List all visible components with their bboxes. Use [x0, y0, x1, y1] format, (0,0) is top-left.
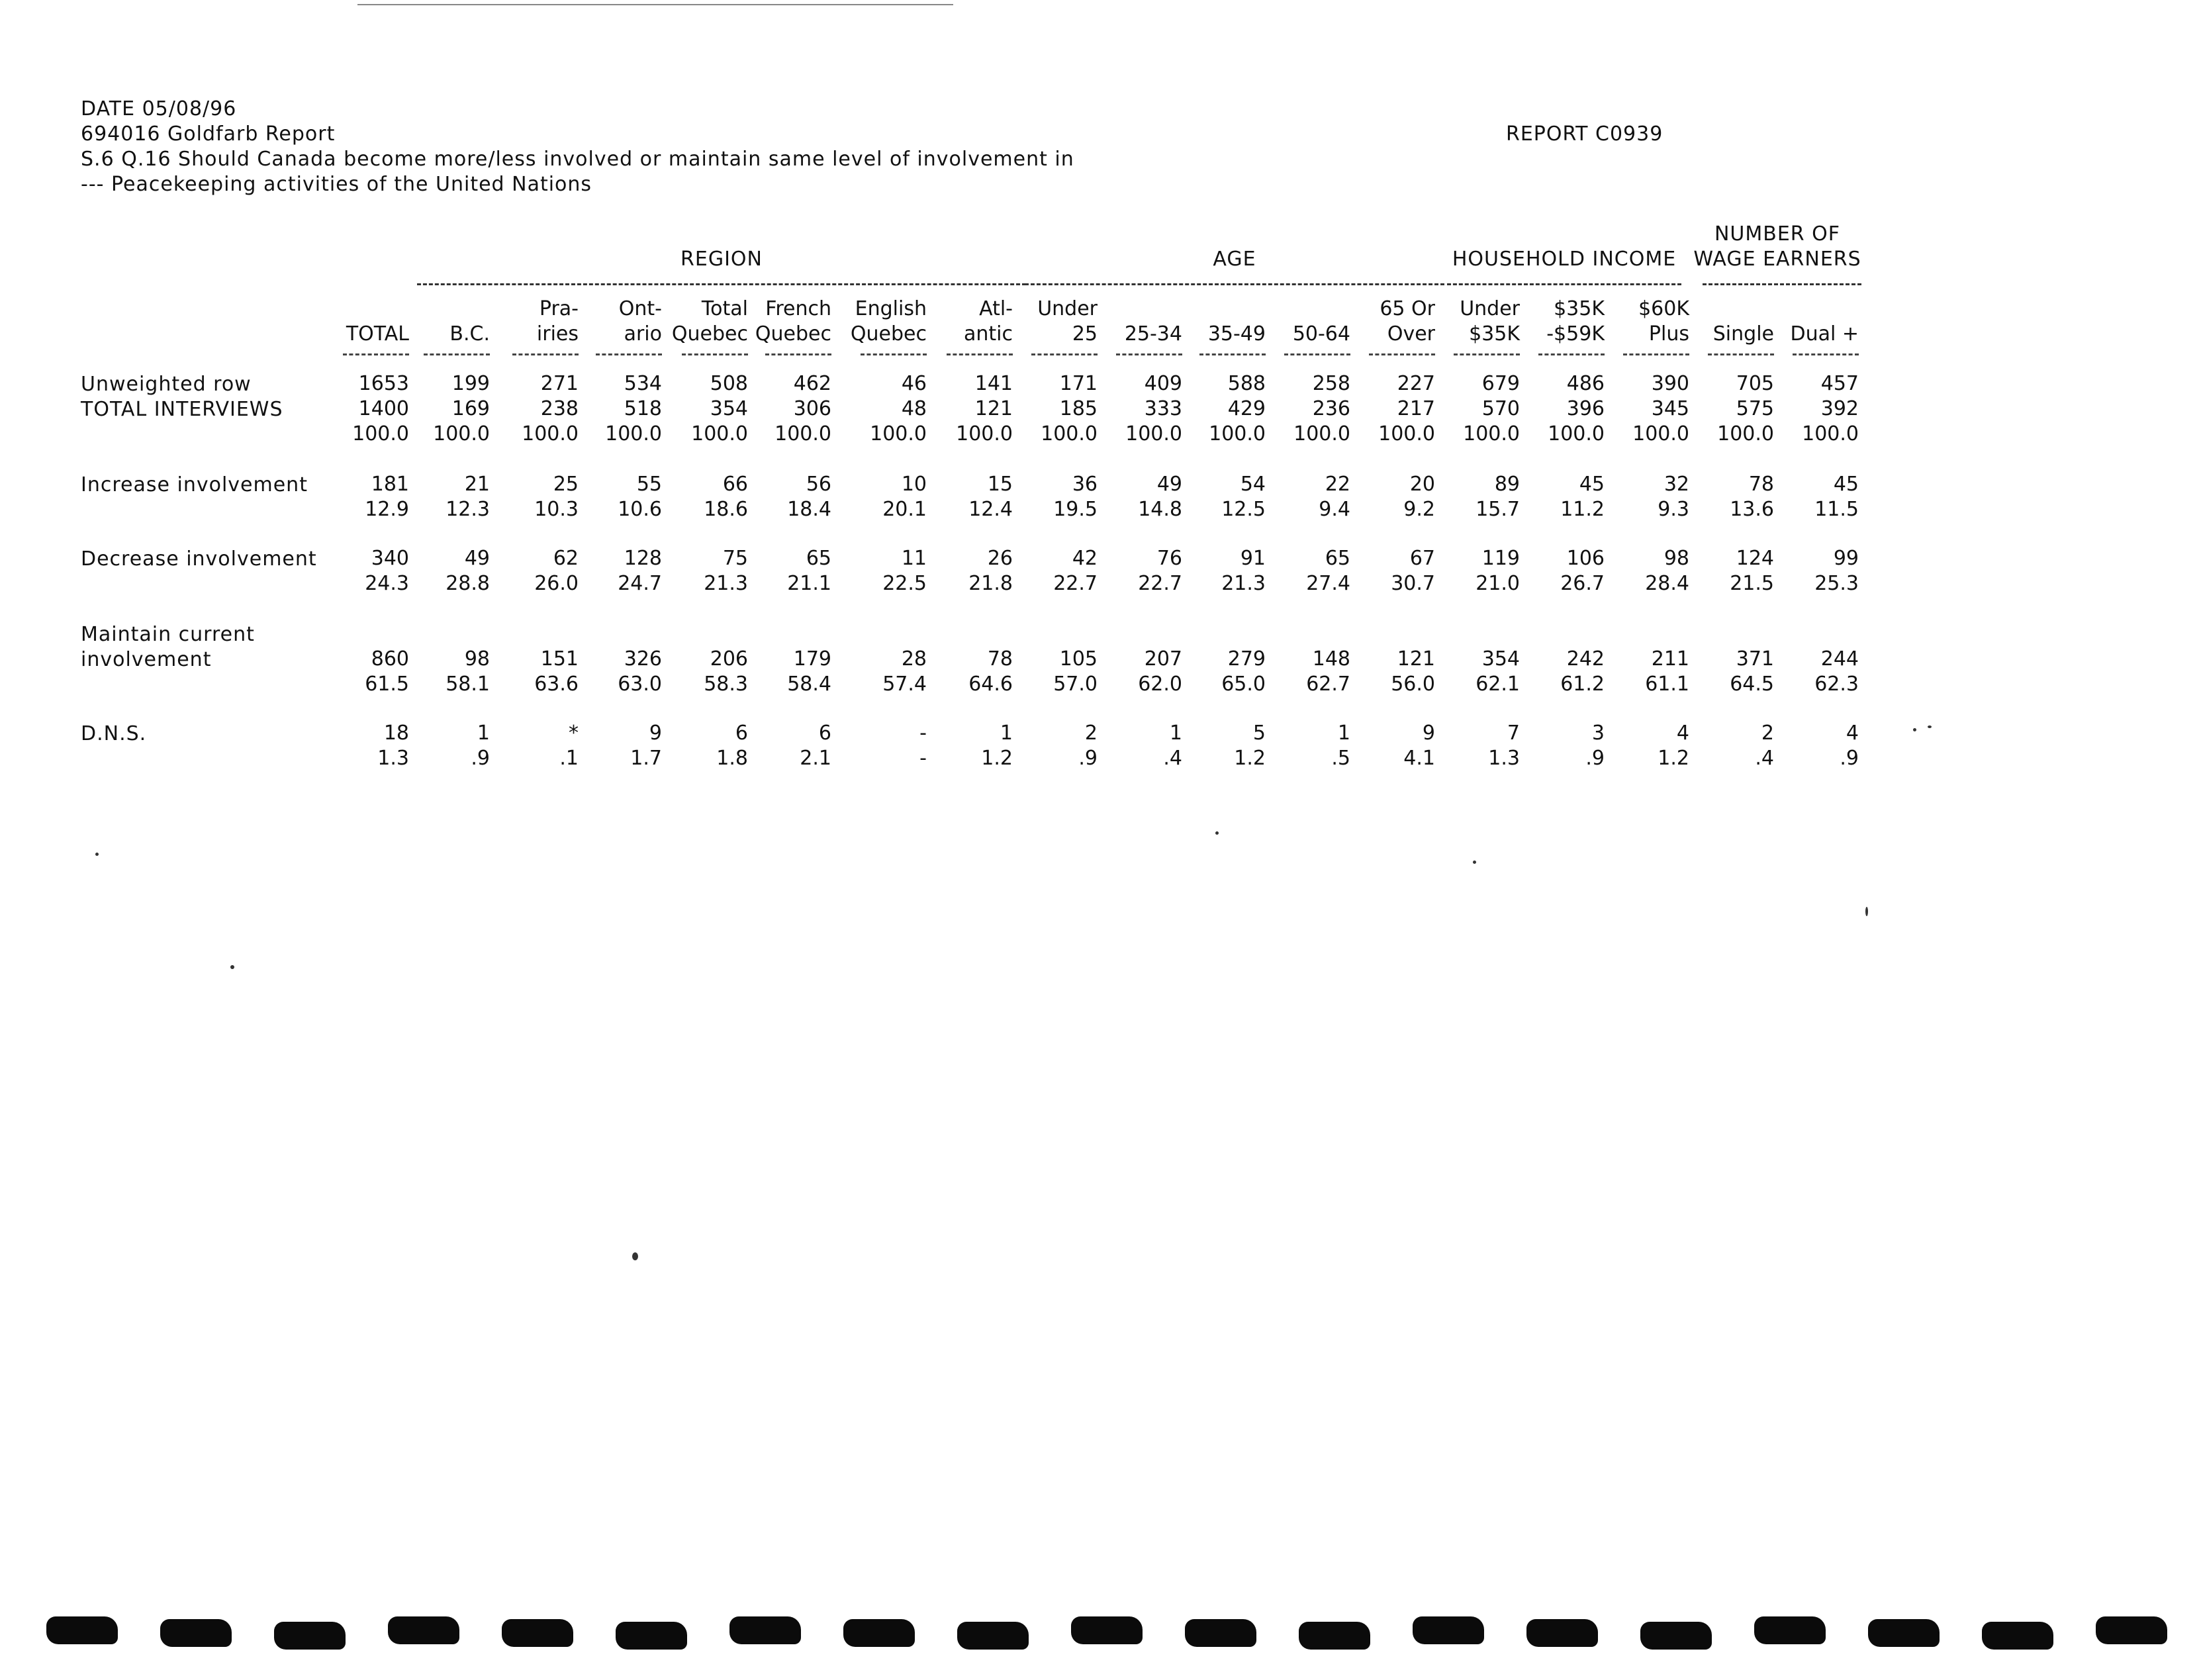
binder-hole [1299, 1622, 1370, 1650]
table-cell: 279 [1227, 647, 1266, 671]
column-underline [512, 353, 579, 355]
table-cell: 63.0 [618, 673, 662, 696]
table-cell: 1.7 [630, 747, 662, 770]
column-header-line1: $35K [1554, 297, 1605, 320]
table-cell: 238 [540, 397, 579, 420]
report-name: 694016 Goldfarb Report [81, 122, 336, 146]
column-underline [947, 353, 1013, 355]
table-cell: 11 [901, 547, 927, 570]
table-cell: 75 [722, 547, 748, 570]
column-underline [424, 353, 490, 355]
table-cell: 48 [901, 397, 927, 420]
column-underline [1708, 353, 1774, 355]
table-cell: 78 [987, 647, 1013, 671]
table-cell: 11.2 [1560, 498, 1605, 521]
table-cell: 9 [1422, 722, 1435, 745]
table-cell: 100.0 [1463, 422, 1520, 445]
table-cell: 2 [1761, 722, 1774, 745]
column-header-line2: 25 [1072, 322, 1098, 346]
table-cell: 171 [1059, 372, 1098, 395]
table-cell: 1 [477, 722, 490, 745]
table-cell: 679 [1481, 372, 1520, 395]
table-cell: 2 [1084, 722, 1098, 745]
scan-speck [1473, 861, 1476, 864]
table-cell: - [919, 747, 927, 770]
table-cell: 705 [1736, 372, 1774, 395]
table-cell: 1.3 [1488, 747, 1520, 770]
table-cell: 106 [1566, 547, 1605, 570]
table-cell: .4 [1163, 747, 1182, 770]
table-cell: 105 [1059, 647, 1098, 671]
table-cell: 62.7 [1306, 673, 1350, 696]
table-cell: 22.5 [882, 572, 927, 595]
table-cell: 26.7 [1560, 572, 1605, 595]
column-underline [343, 353, 409, 355]
column-header-line1: Total [701, 297, 748, 320]
table-cell: 258 [1312, 372, 1350, 395]
table-cell: 151 [540, 647, 579, 671]
table-cell: 21.3 [704, 572, 748, 595]
table-cell: 100.0 [1378, 422, 1435, 445]
table-cell: 65 [1325, 547, 1350, 570]
table-cell: 63.6 [534, 673, 579, 696]
table-cell: 1.2 [1234, 747, 1266, 770]
table-cell: 1400 [358, 397, 409, 420]
table-cell: 2.1 [800, 747, 831, 770]
table-cell: 1 [1000, 722, 1013, 745]
table-cell: 46 [901, 372, 927, 395]
table-cell: 21.1 [787, 572, 831, 595]
table-cell: 4 [1846, 722, 1859, 745]
table-cell: 12.9 [365, 498, 409, 521]
table-cell: 10.3 [534, 498, 579, 521]
column-underline [1116, 353, 1182, 355]
table-cell: 12.3 [445, 498, 490, 521]
table-cell: 13.6 [1730, 498, 1774, 521]
table-cell: 185 [1059, 397, 1098, 420]
table-cell: 119 [1481, 547, 1520, 570]
column-underline [765, 353, 831, 355]
table-cell: 21.0 [1475, 572, 1520, 595]
top-rule [357, 4, 953, 5]
group-wage-earners-line2: WAGE EARNERS [1693, 248, 1861, 271]
row-label: Increase involvement [81, 473, 308, 496]
table-cell: 20 [1409, 473, 1435, 496]
binder-hole [1071, 1616, 1143, 1644]
table-cell: 7 [1507, 722, 1520, 745]
column-header-line1: French [765, 297, 831, 320]
table-cell: 100.0 [691, 422, 748, 445]
table-cell: 27.4 [1306, 572, 1350, 595]
group-wage-earners-line1: NUMBER OF [1714, 222, 1841, 246]
table-cell: 100.0 [1209, 422, 1266, 445]
table-cell: 9.3 [1658, 498, 1689, 521]
table-cell: 45 [1579, 473, 1605, 496]
table-cell: 98 [464, 647, 490, 671]
binder-hole [502, 1619, 573, 1647]
table-cell: 390 [1651, 372, 1689, 395]
table-cell: 227 [1397, 372, 1435, 395]
table-cell: 45 [1833, 473, 1859, 496]
row-label: Maintain current [81, 623, 255, 646]
binder-hole [729, 1616, 801, 1644]
binder-hole [1982, 1622, 2053, 1650]
table-cell: 121 [974, 397, 1013, 420]
wage-earners-dashes [1703, 283, 1861, 285]
table-cell: 100.0 [870, 422, 927, 445]
table-cell: 242 [1566, 647, 1605, 671]
table-cell: 56.0 [1391, 673, 1435, 696]
table-cell: 28 [901, 647, 927, 671]
table-cell: 24.7 [618, 572, 662, 595]
table-cell: 141 [974, 372, 1013, 395]
binder-hole [46, 1616, 118, 1644]
table-cell: 49 [1156, 473, 1182, 496]
binder-hole [388, 1616, 459, 1644]
table-cell: * [569, 722, 579, 745]
table-cell: 9.2 [1403, 498, 1435, 521]
table-cell: 18.6 [704, 498, 748, 521]
table-cell: 169 [451, 397, 490, 420]
table-cell: 326 [624, 647, 662, 671]
column-underline [1538, 353, 1605, 355]
table-cell: 12.4 [968, 498, 1013, 521]
table-cell: 19.5 [1053, 498, 1098, 521]
table-cell: 49 [464, 547, 490, 570]
table-cell: 100.0 [1041, 422, 1098, 445]
table-cell: 148 [1312, 647, 1350, 671]
column-header-line1: Ont- [618, 297, 662, 320]
table-cell: 333 [1144, 397, 1182, 420]
column-header-line2: antic [964, 322, 1013, 346]
table-cell: 28.4 [1645, 572, 1689, 595]
scan-speck [1215, 831, 1219, 835]
table-cell: 1.2 [1658, 747, 1689, 770]
row-label: Unweighted row [81, 373, 252, 396]
table-cell: 66 [722, 473, 748, 496]
table-cell: 100.0 [1717, 422, 1774, 445]
table-cell: 62.3 [1814, 673, 1859, 696]
table-cell: 26.0 [534, 572, 579, 595]
column-underline [682, 353, 748, 355]
table-cell: 6 [818, 722, 831, 745]
table-cell: 429 [1227, 397, 1266, 420]
table-cell: 575 [1736, 397, 1774, 420]
table-cell: 20.1 [882, 498, 927, 521]
table-cell: 42 [1072, 547, 1098, 570]
table-cell: 588 [1227, 372, 1266, 395]
column-header-line2: 35-49 [1207, 322, 1266, 346]
table-cell: .9 [1840, 747, 1859, 770]
table-cell: 56 [806, 473, 831, 496]
table-cell: 61.1 [1645, 673, 1689, 696]
column-header-line2: B.C. [449, 322, 490, 346]
table-cell: 1.2 [981, 747, 1013, 770]
table-cell: 11.5 [1814, 498, 1859, 521]
column-header-line2: Single [1712, 322, 1774, 346]
table-cell: 508 [710, 372, 748, 395]
column-header-line1: English [855, 297, 927, 320]
report-id: REPORT C0939 [1506, 122, 1663, 146]
table-cell: 25 [553, 473, 579, 496]
table-cell: 62.1 [1475, 673, 1520, 696]
table-cell: 1.3 [377, 747, 409, 770]
table-cell: 15.7 [1475, 498, 1520, 521]
table-cell: 354 [1481, 647, 1520, 671]
table-cell: 518 [624, 397, 662, 420]
table-cell: 30.7 [1391, 572, 1435, 595]
income-dashes [1447, 283, 1681, 285]
table-cell: 100.0 [605, 422, 662, 445]
table-cell: 67 [1409, 547, 1435, 570]
row-label: D.N.S. [81, 722, 147, 745]
table-cell: 570 [1481, 397, 1520, 420]
table-cell: 21.3 [1221, 572, 1266, 595]
table-cell: 345 [1651, 397, 1689, 420]
table-cell: 3 [1591, 722, 1605, 745]
table-cell: 62.0 [1138, 673, 1182, 696]
table-cell: 1 [1337, 722, 1350, 745]
table-cell: 409 [1144, 372, 1182, 395]
table-cell: 6 [735, 722, 748, 745]
column-header-line2: Quebec [755, 322, 831, 346]
table-cell: 58.1 [445, 673, 490, 696]
table-cell: .9 [1585, 747, 1605, 770]
table-cell: 18 [383, 722, 409, 745]
table-cell: - [919, 722, 927, 745]
table-cell: 57.4 [882, 673, 927, 696]
row-label-line2: involvement [81, 648, 212, 671]
table-cell: 98 [1663, 547, 1689, 570]
table-cell: 121 [1397, 647, 1435, 671]
table-cell: 18.4 [787, 498, 831, 521]
binder-hole [1185, 1619, 1256, 1647]
table-cell: 99 [1833, 547, 1859, 570]
binder-hole [843, 1619, 915, 1647]
column-underline [1793, 353, 1859, 355]
table-cell: 24.3 [365, 572, 409, 595]
table-cell: .1 [559, 747, 579, 770]
scan-speck [632, 1252, 638, 1260]
table-cell: 217 [1397, 397, 1435, 420]
table-cell: 65 [806, 547, 831, 570]
table-cell: 55 [636, 473, 662, 496]
table-cell: 32 [1663, 473, 1689, 496]
table-cell: 65.0 [1221, 673, 1266, 696]
column-header-line2: Quebec [671, 322, 748, 346]
column-underline [596, 353, 662, 355]
binder-hole [274, 1622, 346, 1650]
column-header-line2: TOTAL [346, 322, 409, 346]
table-cell: 100.0 [1632, 422, 1689, 445]
table-cell: 206 [710, 647, 748, 671]
table-cell: 89 [1494, 473, 1520, 496]
column-header-line2: 50-64 [1292, 322, 1350, 346]
table-cell: 10.6 [618, 498, 662, 521]
age-dashes [1025, 283, 1444, 285]
table-cell: 9 [649, 722, 662, 745]
table-cell: 340 [371, 547, 409, 570]
table-cell: 100.0 [352, 422, 409, 445]
column-header-line2: ario [624, 322, 662, 346]
table-cell: 199 [451, 372, 490, 395]
table-cell: 396 [1566, 397, 1605, 420]
table-cell: 9.4 [1319, 498, 1350, 521]
table-cell: .9 [1078, 747, 1098, 770]
column-underline [1623, 353, 1689, 355]
table-cell: 21.8 [968, 572, 1013, 595]
table-cell: 306 [793, 397, 831, 420]
table-cell: 100.0 [1802, 422, 1859, 445]
table-cell: 21 [464, 473, 490, 496]
table-cell: 124 [1736, 547, 1774, 570]
group-age: AGE [1213, 248, 1256, 271]
table-cell: 28.8 [445, 572, 490, 595]
table-cell: 61.2 [1560, 673, 1605, 696]
table-cell: 22.7 [1053, 572, 1098, 595]
table-cell: 21.5 [1730, 572, 1774, 595]
table-cell: 10 [901, 473, 927, 496]
table-cell: 100.0 [956, 422, 1013, 445]
table-cell: 211 [1651, 647, 1689, 671]
table-cell: 100.0 [522, 422, 579, 445]
table-cell: 462 [793, 372, 831, 395]
column-underline [1031, 353, 1098, 355]
table-cell: 236 [1312, 397, 1350, 420]
table-cell: 1 [1169, 722, 1182, 745]
column-header-line1: 65 Or [1380, 297, 1435, 320]
column-header-line1: Atl- [979, 297, 1013, 320]
table-cell: 25.3 [1814, 572, 1859, 595]
table-cell: 486 [1566, 372, 1605, 395]
scan-speck [1913, 728, 1916, 731]
column-header-line1: Under [1460, 297, 1520, 320]
binder-hole [1413, 1616, 1484, 1644]
table-cell: 54 [1240, 473, 1266, 496]
table-cell: 128 [624, 547, 662, 570]
table-cell: 14.8 [1138, 498, 1182, 521]
group-household-income: HOUSEHOLD INCOME [1452, 248, 1677, 271]
table-cell: 271 [540, 372, 579, 395]
table-cell: 76 [1156, 547, 1182, 570]
table-cell: 207 [1144, 647, 1182, 671]
column-header-line1: Under [1037, 297, 1098, 320]
table-cell: 15 [987, 473, 1013, 496]
table-cell: 36 [1072, 473, 1098, 496]
binder-hole [2096, 1616, 2167, 1644]
table-cell: 64.5 [1730, 673, 1774, 696]
column-underline [1369, 353, 1435, 355]
table-cell: 534 [624, 372, 662, 395]
table-cell: 64.6 [968, 673, 1013, 696]
scan-speck [1865, 907, 1868, 916]
row-label-line2: TOTAL INTERVIEWS [81, 398, 283, 421]
table-cell: 5 [1252, 722, 1266, 745]
column-underline [1454, 353, 1520, 355]
report-date: DATE 05/08/96 [81, 97, 237, 120]
table-cell: 100.0 [1293, 422, 1350, 445]
scan-speck [230, 965, 234, 969]
table-cell: 179 [793, 647, 831, 671]
table-cell: 1.8 [716, 747, 748, 770]
question-text: S.6 Q.16 Should Canada become more/less involved or maintain same level of involvement in [81, 148, 1074, 171]
column-underline [1199, 353, 1266, 355]
table-cell: 4 [1676, 722, 1689, 745]
table-cell: 354 [710, 397, 748, 420]
binder-hole [957, 1622, 1029, 1650]
binder-hole [1868, 1619, 1940, 1647]
table-cell: 22 [1325, 473, 1350, 496]
column-header-line1: Pra- [539, 297, 579, 320]
column-underline [861, 353, 927, 355]
column-underline [1284, 353, 1350, 355]
table-cell: 244 [1820, 647, 1859, 671]
table-cell: 62 [553, 547, 579, 570]
binder-hole [1526, 1619, 1598, 1647]
table-cell: 100.0 [774, 422, 831, 445]
row-label: Decrease involvement [81, 547, 317, 571]
column-header-line2: Dual + [1790, 322, 1859, 346]
table-cell: 61.5 [365, 673, 409, 696]
binder-hole [1640, 1622, 1712, 1650]
column-header-line2: Quebec [850, 322, 927, 346]
region-dashes [417, 283, 1026, 285]
column-header-line1: $60K [1638, 297, 1689, 320]
table-cell: 860 [371, 647, 409, 671]
scan-speck [1928, 725, 1932, 728]
table-cell: .4 [1755, 747, 1774, 770]
table-cell: .9 [471, 747, 490, 770]
table-cell: 57.0 [1053, 673, 1098, 696]
column-header-line2: Plus [1648, 322, 1689, 346]
table-cell: .5 [1331, 747, 1350, 770]
table-cell: 371 [1736, 647, 1774, 671]
table-cell: 4.1 [1403, 747, 1435, 770]
column-header-line2: 25-34 [1124, 322, 1182, 346]
table-cell: 1653 [358, 372, 409, 395]
subquestion-text: --- Peacekeeping activities of the United Nations [81, 173, 592, 196]
table-cell: 58.4 [787, 673, 831, 696]
column-header-line2: Over [1387, 322, 1435, 346]
table-cell: 12.5 [1221, 498, 1266, 521]
binder-hole [616, 1622, 687, 1650]
scan-speck [95, 853, 99, 856]
column-header-line2: -$59K [1546, 322, 1605, 346]
binder-hole [1754, 1616, 1826, 1644]
binder-hole [160, 1619, 232, 1647]
table-cell: 78 [1748, 473, 1774, 496]
table-cell: 22.7 [1138, 572, 1182, 595]
table-cell: 181 [371, 473, 409, 496]
table-cell: 392 [1820, 397, 1859, 420]
table-cell: 100.0 [1548, 422, 1605, 445]
group-region: REGION [680, 248, 763, 271]
table-cell: 58.3 [704, 673, 748, 696]
table-cell: 26 [987, 547, 1013, 570]
table-cell: 91 [1240, 547, 1266, 570]
table-cell: 100.0 [433, 422, 490, 445]
table-cell: 457 [1820, 372, 1859, 395]
column-header-line2: $35K [1469, 322, 1520, 346]
table-cell: 100.0 [1125, 422, 1182, 445]
column-header-line2: iries [536, 322, 579, 346]
